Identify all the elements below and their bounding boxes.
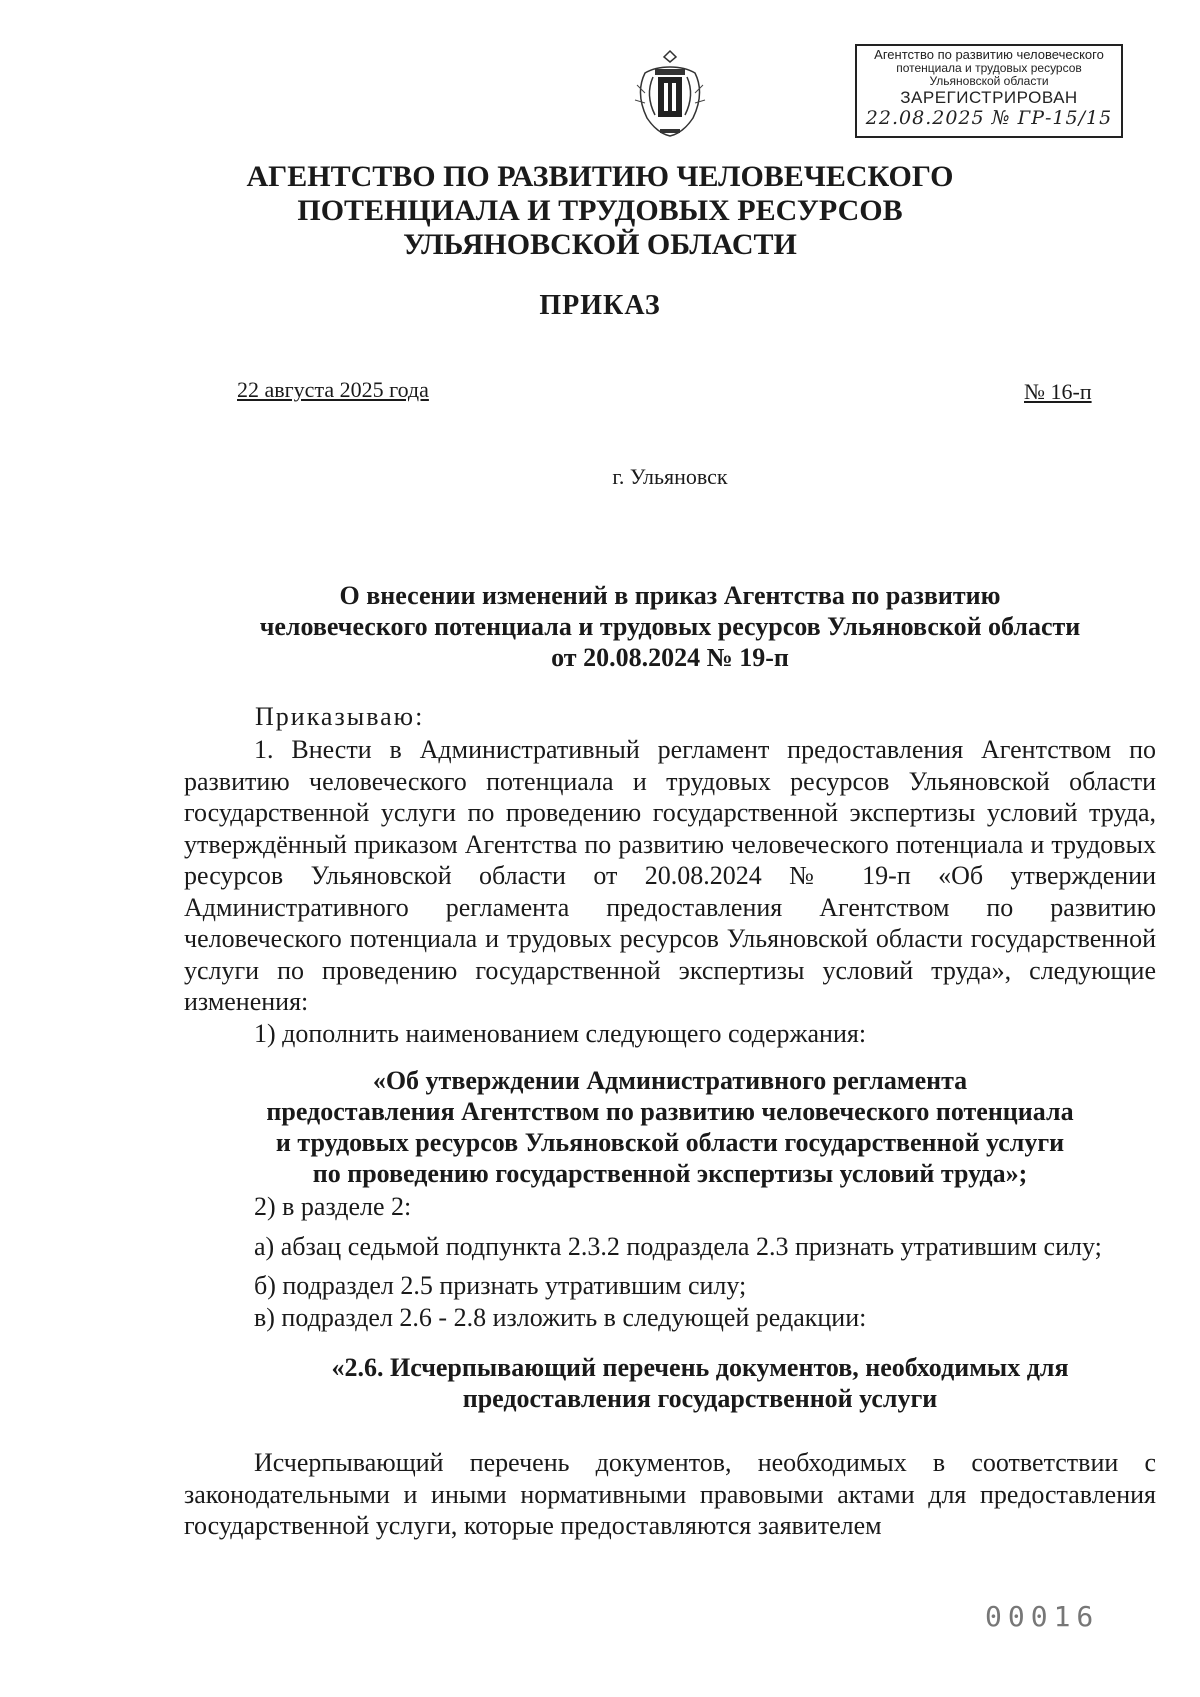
subject-line: О внесении изменений в приказ Агентства по развитию xyxy=(339,581,1001,610)
section-2-changes xyxy=(184,1191,1156,1333)
order-number: № 16-п xyxy=(1024,379,1092,404)
section-2-6-paragraph: Исчерпывающий перечень документов, необходимых в соответствии с законодательными и иными нормативными правовыми актами для предоставления государственной услуги, которые предоставляются заявителем xyxy=(184,1448,1156,1540)
section-2-6-body xyxy=(184,1447,1156,1542)
inserted-title-line: «Об утверждении Административного регламента xyxy=(372,1066,968,1095)
subitem-1-paragraph: 1) дополнить наименованием следующего содержания: xyxy=(254,1018,867,1048)
stamp-registered-label: ЗАРЕГИСТРИРОВАН xyxy=(900,88,1078,107)
agency-name xyxy=(0,160,1200,262)
section-2-6-heading xyxy=(280,1352,1120,1414)
stamp-registration-number: 22.08.2025 № ГР-15/15 xyxy=(865,107,1113,129)
agency-name-line: УЛЬЯНОВСКОЙ ОБЛАСТИ xyxy=(403,228,797,261)
subject-line: от 20.08.2024 № 19-п xyxy=(551,643,789,672)
document-type-title: ПРИКАЗ xyxy=(539,290,661,321)
agency-name-line: ПОТЕНЦИАЛА И ТРУДОВЫХ РЕСУРСОВ xyxy=(297,194,903,227)
subitem-2c-paragraph: в) подраздел 2.6 - 2.8 изложить в следующей редакции: xyxy=(254,1302,867,1332)
heading-line: предоставления государственной услуги xyxy=(462,1384,938,1413)
subitem-2a-paragraph: а) абзац седьмой подпункта 2.3.2 подраздела 2.3 признать утратившим силу; xyxy=(254,1231,1102,1261)
subitem-2b-paragraph: б) подраздел 2.5 признать утратившим силу; xyxy=(254,1271,747,1300)
order-date: 22 августа 2025 года xyxy=(237,377,429,402)
subject-line: человеческого потенциала и трудовых ресурсов Ульяновской области xyxy=(259,612,1081,641)
order-body xyxy=(184,734,1156,1049)
coat-of-arms-emblem xyxy=(625,45,715,140)
subitem-2-paragraph: 2) в разделе 2: xyxy=(254,1192,412,1221)
agency-name-line: АГЕНТСТВО ПО РАЗВИТИЮ ЧЕЛОВЕЧЕСКОГО xyxy=(246,160,954,193)
registration-stamp xyxy=(855,44,1123,138)
order-subject xyxy=(200,580,1140,673)
order-verb: Приказываю: xyxy=(255,702,425,731)
stamp-line: Агентство по развитию человеческого xyxy=(874,47,1104,62)
inserted-title-block xyxy=(210,1065,1130,1189)
city-name: г. Ульяновск xyxy=(612,464,728,489)
inserted-title-line: по проведению государственной экспертизы условий труда»; xyxy=(312,1159,1028,1188)
heading-line: «2.6. Исчерпывающий перечень документов, необходимых для xyxy=(331,1353,1069,1382)
inserted-title-line: предоставления Агентством по развитию человеческого потенциала xyxy=(266,1097,1074,1126)
stamp-line: потенциала и трудовых ресурсов xyxy=(896,61,1082,75)
stamp-line: Ульяновской области xyxy=(929,74,1049,88)
page-number: 00016 xyxy=(985,1600,1100,1633)
inserted-title-line: и трудовых ресурсов Ульяновской области государственной услуги xyxy=(275,1128,1065,1157)
item-1-paragraph: 1. Внести в Административный регламент предоставления Агентством по развитию человеческого потенциала и трудовых ресурсов Ульяновской области государственной услуги по проведению государственной экспертизы условий труда, утверждённый приказом Агентства по развитию человеческого потенциала и трудовых ресурсов Ульяновской области от 20.08.2024 № 19-п «Об утверждении Административного регламента предоставления Агентством по развитию человеческого потенциала и трудовых ресурсов Ульяновской области государственной услуги по проведению государственной экспертизы условий труда», следующие изменения: xyxy=(184,735,1156,1016)
